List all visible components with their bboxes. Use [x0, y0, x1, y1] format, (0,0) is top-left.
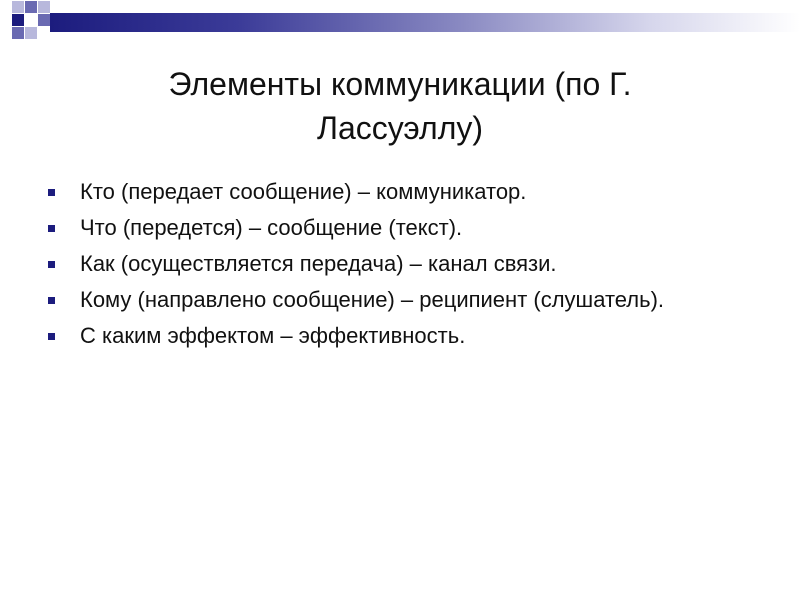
decor-square: [12, 1, 24, 13]
list-item-text: Как (осуществляется передача) – канал связи.: [80, 251, 557, 276]
square-bullet-icon: [48, 189, 55, 196]
list-item-text: С каким эффектом – эффективность.: [80, 323, 466, 348]
decor-square: [12, 27, 24, 39]
square-bullet-icon: [48, 297, 55, 304]
list-item: [48, 212, 748, 244]
list-item: [48, 248, 748, 280]
square-bullet-icon: [48, 225, 55, 232]
list-item: [48, 176, 748, 208]
square-bullet-icon: [48, 333, 55, 340]
bullet-list: [48, 176, 748, 356]
square-bullet-icon: [48, 261, 55, 268]
list-item: [48, 320, 748, 352]
list-item-text: Кому (направлено сообщение) – реципиент (слушатель).: [80, 287, 665, 312]
list-item-text: Что (передется) – сообщение (текст).: [80, 215, 463, 240]
header-gradient-bar: [50, 13, 800, 32]
decor-square: [25, 27, 37, 39]
slide-title: Элементы коммуникации (по Г. Лассуэллу): [168, 66, 632, 146]
decor-square: [38, 14, 50, 26]
decor-square: [25, 1, 37, 13]
decor-square: [12, 14, 24, 26]
decor-square: [38, 1, 50, 13]
header-decoration: [0, 0, 800, 50]
list-item-text: Кто (передает сообщение) – коммуникатор.: [80, 179, 527, 204]
list-item: [48, 284, 748, 316]
